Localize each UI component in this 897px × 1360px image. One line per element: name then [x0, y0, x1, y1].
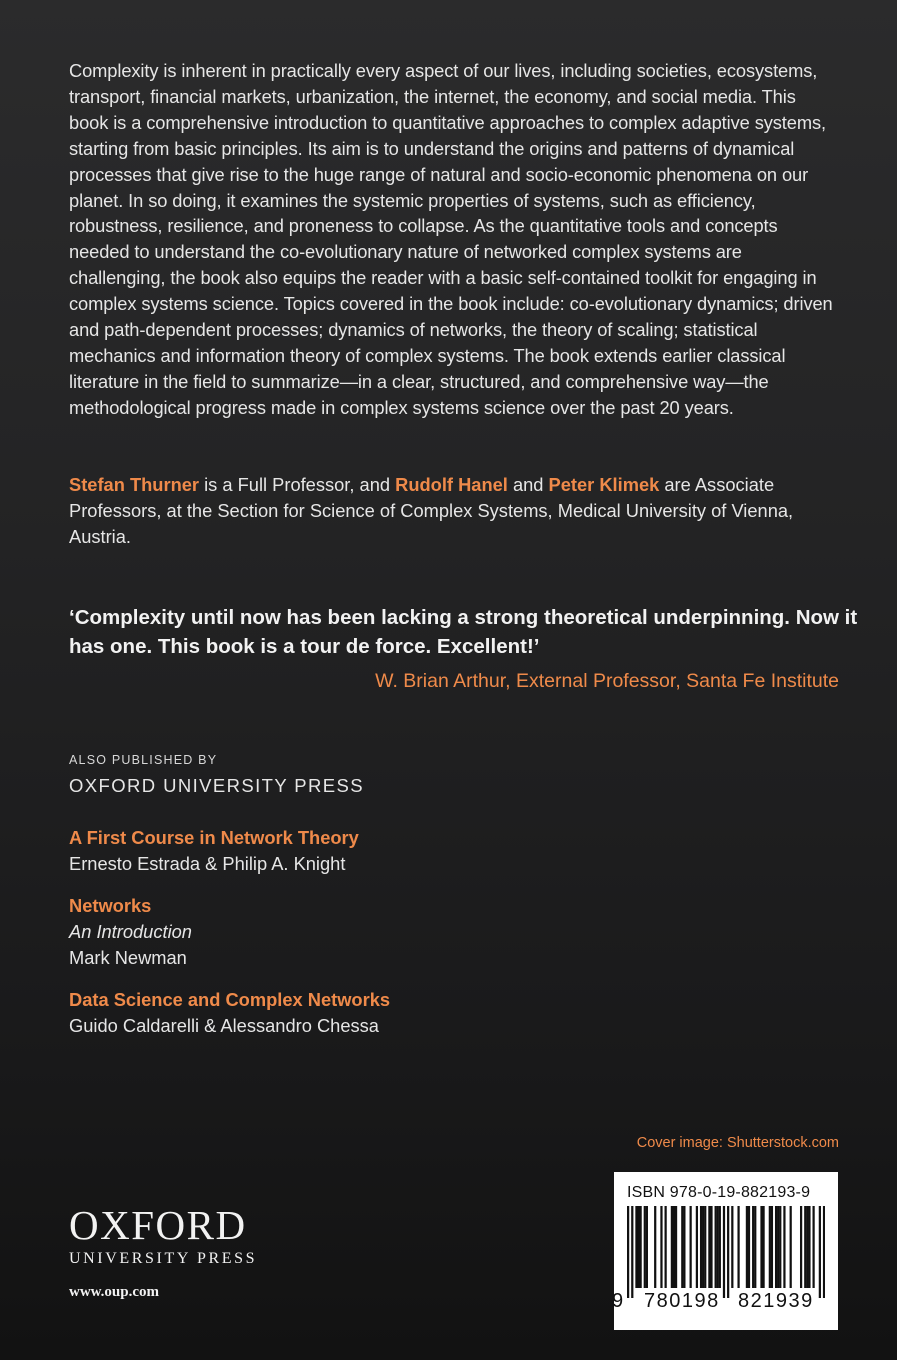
barcode-bar — [696, 1206, 698, 1288]
barcode-bar — [675, 1206, 677, 1288]
isbn-label: ISBN 978-0-19-882193-9 — [627, 1184, 811, 1201]
barcode-bar — [708, 1206, 710, 1288]
barcode-bar — [717, 1206, 719, 1288]
related-book-author: Mark Newman — [69, 947, 187, 968]
related-book-title: Networks — [69, 895, 152, 916]
barcode-icon — [627, 1206, 825, 1298]
barcode-bar — [762, 1206, 764, 1288]
isbn-digit-first: 9 — [612, 1290, 624, 1312]
barcode-bar — [635, 1206, 637, 1288]
barcode-bar — [800, 1206, 802, 1288]
barcode-bar — [702, 1206, 704, 1288]
barcode-bar — [783, 1206, 785, 1288]
author-bio-text: are Associate Professors, at the Section for Science of Complex Systems, Medical University of Vienna, Austria. — [69, 474, 794, 547]
barcode-bar — [748, 1206, 750, 1288]
barcode-bar — [771, 1206, 773, 1288]
barcode-bar — [808, 1206, 810, 1288]
barcode-bar — [723, 1206, 725, 1298]
barcode-bar — [646, 1206, 648, 1288]
barcode-bar — [790, 1206, 792, 1288]
endorsement-quote: ‘Complexity until now has been lacking a strong theoretical underpinning. Now it has one. This book is a tour de force. Excellent!’ — [69, 606, 858, 658]
related-book — [69, 987, 390, 1039]
barcode-bar — [673, 1206, 675, 1288]
barcode-bar — [752, 1206, 754, 1288]
author-name-hanel: Rudolf Hanel — [395, 474, 508, 495]
author-name-thurner: Stefan Thurner — [69, 474, 200, 495]
barcode-bar — [823, 1206, 825, 1298]
publisher-logo — [69, 1202, 258, 1268]
author-bio-text: and — [507, 474, 549, 495]
author-bio — [69, 472, 839, 550]
barcode-bar — [690, 1206, 692, 1288]
related-book — [69, 825, 359, 877]
barcode-bar — [627, 1206, 629, 1298]
logo-wordmark: OXFORD — [69, 1202, 247, 1248]
barcode-bar — [731, 1206, 733, 1288]
barcode-bar — [754, 1206, 756, 1288]
barcode-bar — [644, 1206, 646, 1288]
also-published-publisher: OXFORD UNIVERSITY PRESS — [69, 775, 365, 796]
barcode-bar — [779, 1206, 781, 1288]
barcode-bar — [727, 1206, 729, 1298]
barcode-bar — [660, 1206, 662, 1288]
barcode-bar — [681, 1206, 683, 1288]
barcode-bar — [719, 1206, 721, 1288]
barcode-bar — [760, 1206, 762, 1288]
also-published-label: ALSO PUBLISHED BY — [69, 753, 218, 767]
barcode-bar — [665, 1206, 667, 1288]
barcode-bar — [804, 1206, 806, 1288]
barcode-bar — [812, 1206, 814, 1288]
barcode-bar — [746, 1206, 748, 1288]
author-name-klimek: Peter Klimek — [548, 474, 660, 495]
endorsement-attribution: W. Brian Arthur, External Professor, Santa Fe Institute — [375, 670, 839, 692]
barcode-bar — [671, 1206, 673, 1288]
isbn-digits-right: 821939 — [738, 1290, 814, 1312]
barcode-bar — [775, 1206, 777, 1288]
barcode-bar — [769, 1206, 771, 1288]
logo-press: UNIVERSITY PRESS — [69, 1250, 258, 1267]
isbn-digits-left: 780198 — [644, 1290, 720, 1312]
barcode-bar — [683, 1206, 685, 1288]
barcode-bar — [637, 1206, 639, 1288]
barcode-bar — [819, 1206, 821, 1298]
barcode-bar — [704, 1206, 706, 1288]
barcode-bar — [700, 1206, 702, 1288]
publisher-website: www.oup.com — [69, 1284, 160, 1300]
book-description: Complexity is inherent in practically every aspect of our lives, including societies, ecosystems, transport, financial markets, urbanization, the internet, the economy, and social media. This book is a comprehensive introduction to quantitative approaches to complex adaptive systems, starting from basic principles. Its aim is to understand the origins and patterns of dynamical processes that give rise to the huge range of natural and socio-economic phenomena on our planet. In so doing, it examines the systemic properties of systems, such as efficiency, robustness, resilience, and proneness to collapse. As the quantitative tools and concepts needed to understand the co-evolutionary nature of networked complex systems are challenging, the book also equips the reader with a basic self-contained toolkit for engaging in complex systems science. Topics covered in the book include: co-evolutionary dynamics; driven and path-dependent processes; dynamics of networks, the theory of scaling; statistical mechanics and information theory of complex systems. The book extends earlier classical literature in the field to summarize—in a clear, structured, and comprehensive way—the methodological progress made in complex systems science over the past 20 years. — [69, 60, 833, 418]
barcode-bar — [654, 1206, 656, 1288]
related-book-author: Ernesto Estrada & Philip A. Knight — [69, 853, 346, 874]
related-book-title: A First Course in Network Theory — [69, 827, 359, 848]
barcode-bar — [640, 1206, 642, 1288]
cover-image-credit: Cover image: Shutterstock.com — [636, 1135, 839, 1151]
barcode-bar — [777, 1206, 779, 1288]
isbn-barcode — [614, 1172, 838, 1330]
barcode-bar — [710, 1206, 712, 1288]
author-bio-text: is a Full Professor, and — [199, 474, 396, 495]
barcode-bar — [631, 1206, 633, 1298]
related-book — [69, 893, 192, 971]
related-book-author: Guido Caldarelli & Alessandro Chessa — [69, 1015, 379, 1036]
related-book-title: Data Science and Complex Networks — [69, 989, 391, 1010]
barcode-bar — [737, 1206, 739, 1288]
barcode-bar — [715, 1206, 717, 1288]
barcode-bar — [806, 1206, 808, 1288]
related-book-subtitle: An Introduction — [69, 921, 192, 942]
